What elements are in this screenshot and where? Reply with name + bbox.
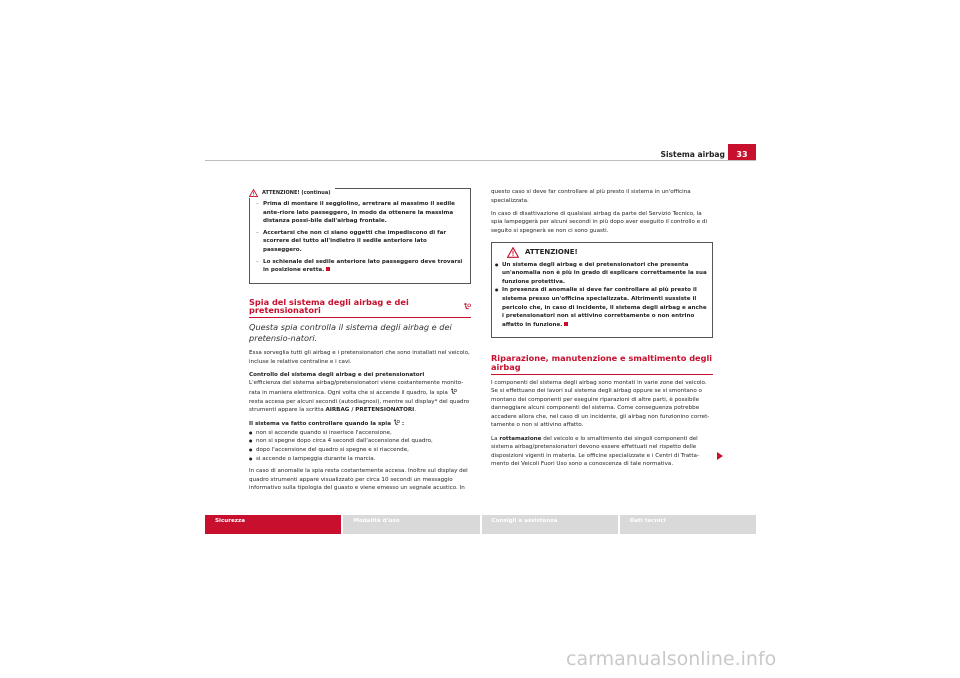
repair-text: I componenti del sistema degli airbag sono montati in varie zone del veicolo. Se si effettuano dei lavori sul sistema degli airbag oppure se si smontano o montano dei componenti per eseguire riparazioni di altre parti, è possibile danneggiare alcuni componenti del sistema. Come conseguenza potrebbe accadere allora che, nel caso di un incidente, gli airbag non funzionino corret-tamente o non si attivino affatto. [491, 379, 710, 429]
section-intro: Essa sorveglia tutti gli airbag e i pretensionatori che sono installati nel veicolo, incluse le relative centraline e i cavi. [249, 349, 470, 365]
warning-item: – Lo schienale del sedile anteriore lato passeggero deve trovarsi in posizione eretta. [256, 258, 463, 274]
warning-item: – Prima di montare il seggiolino, arretrare al massimo il sedile ante-riore lato passeggero, in modo da ottenere la massima distanza possi-bile dall'airbag frontale. [256, 201, 455, 225]
footer-nav [205, 515, 756, 534]
airbag-lamp-icon [450, 388, 457, 395]
warning-label: ATTENZIONE! [525, 247, 578, 256]
control-text: L'efficienza del sistema airbag/pretensionatori viene costantemente monito-rata in maniera elettronica. Ogni volta che si accende il quadro, la spia resta accesa per alcuni secondi (autodiagnosi), mentre sul display* del quadro strumenti appare la scritta AIRBAG / PRETENSIONATORI. [249, 380, 470, 414]
control-heading: Controllo del sistema degli airbag e dei pretensionatori [249, 371, 425, 378]
page-number: 33 [728, 144, 756, 160]
warning-list [495, 261, 709, 330]
list-item: ● si accende o lampeggia durante la marcia. [249, 455, 471, 464]
warning-triangle-icon [249, 189, 258, 197]
scrapping-text: La rottamazione del veicolo e lo smaltimento dei singoli componenti del sistema airbag/pretensionatori devono essere effettuati nel rispetto delle disposizioni vigenti in materia. Le officine specializzate e i Centri di Tratta-mento dei Veicoli Fuori Uso sono a conoscenza di tale normativa. [491, 435, 699, 468]
continuation-text: questo caso si deve far controllare al più presto il sistema in un'officina specializzata. [491, 189, 691, 204]
footer-tab-consigli[interactable]: Consigli e assistenza [482, 515, 618, 534]
warning-continued-box [249, 188, 471, 284]
section-lead: Questa spia controlla il sistema degli airbag e dei pretensio-natori. [249, 321, 452, 343]
footer-tab-modalita[interactable]: Modalità d'uso [343, 515, 479, 534]
watermark: carmanualsonline.info [566, 648, 777, 670]
warning-box [491, 242, 713, 339]
end-mark-icon [564, 322, 568, 326]
fault-heading: Il sistema va fatto controllare quando la spia : [249, 421, 405, 428]
header-rule [205, 160, 756, 161]
airbag-lamp-icon [393, 419, 400, 426]
next-page-arrow-icon[interactable] [717, 452, 723, 460]
list-item: ● dopo l'accensione del quadro si spegne e si riaccende, [249, 446, 471, 455]
section-heading-repair: Riparazione, manutenzione e smaltimento degli airbag [491, 354, 713, 374]
footer-tab-dati[interactable]: Dati tecnici [620, 515, 756, 534]
warning-header [495, 245, 709, 258]
left-column [249, 188, 471, 498]
warning-continued-label: ATTENZIONE! (continua) [262, 189, 331, 196]
list-item: ● In presenza di anomalie si deve far controllare al più presto il sistema presso un'officina specializzata. Altrimenti sussiste il pericolo che, in caso di incidente, il sistema degli airbag e anche i pretensionatori non si attivino correttamente o non entrino affatto in funzione. [495, 286, 709, 329]
list-item: ● non si spegne dopo circa 4 secondi dall'accensione del quadro, [249, 437, 471, 446]
section-heading-airbag-lamp: Spia del sistema degli airbag e dei pretensionatori [249, 298, 471, 318]
deactivation-text: In caso di disattivazione di qualsiasi airbag da parte del Servizio Tecnico, la spia lampeggerà per alcuni secondi in più dopo aver eseguito il controllo e di seguito si spegnerà se non ci sono guasti. [491, 210, 708, 234]
warning-triangle-icon [507, 247, 519, 258]
warning-continued-header [249, 188, 335, 198]
list-item: ● non si accende quando si inserisce l'accensione, [249, 429, 471, 438]
list-item: ● Un sistema degli airbag e dei pretensionatori che presenta un'anomalia non è più in grado di esplicare correttamente la sua funzione protettiva. [495, 261, 709, 287]
footer-tab-sicurezza[interactable]: Sicurezza [205, 515, 341, 534]
warning-item: – Accertarsi che non ci siano oggetti che impediscono di far scorrere del tutto all'indietro il sedile anteriore lato passeggero. [256, 229, 447, 253]
end-mark-icon [326, 267, 330, 271]
header-title: Sistema airbag [660, 150, 725, 159]
right-column [491, 188, 713, 474]
anomaly-text: In caso di anomalie la spia resta costantemente accesa. Inoltre sul display del quadro strumenti appare visualizzato per circa 10 secondi un messaggio informativo sulla tipologia del guasto e viene emesso un segnale acustico. In [249, 468, 468, 492]
airbag-lamp-icon [463, 302, 471, 311]
fault-list [249, 429, 471, 463]
